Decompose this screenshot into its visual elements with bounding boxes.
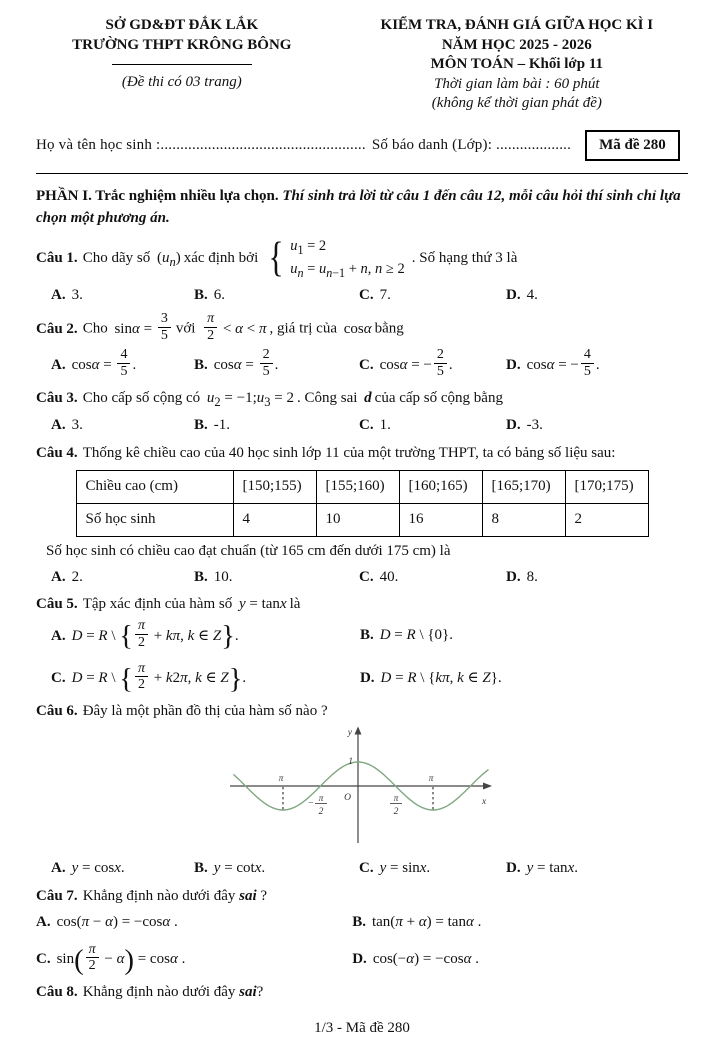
question-text: Cho cấp số cộng có — [82, 389, 201, 406]
x-tick-minus-pi-over-2-num: π — [318, 793, 324, 804]
options-grid — [36, 620, 688, 695]
math-expression: $u_2$ = $-1;u_3 = 2$ — [206, 389, 294, 409]
option-d: D. cos(−α) = −cosα . — [352, 950, 479, 967]
value-cell: 2 — [565, 504, 648, 537]
question-label: Câu 4. — [36, 444, 78, 461]
exam-code-box: Mã đề 280 — [585, 130, 680, 162]
equation-line-1: $u_1 = 2$ — [290, 237, 327, 257]
student-info-row — [36, 130, 688, 162]
option-a: A. 2. — [51, 568, 83, 585]
question-5 — [36, 594, 688, 694]
option-a: A. 3. — [51, 287, 83, 304]
question-label: Câu 5. — [36, 596, 78, 613]
exam-subject: MÔN TOÁN – Khối lớp 11 — [430, 56, 603, 72]
x-axis-arrow — [483, 782, 492, 789]
option-c: C. 40. — [359, 568, 399, 585]
option-value: 8. — [526, 568, 538, 585]
section-instruction: Thí sinh trả lời từ câu 1 đến câu 12, mỗi câu hỏi thí sinh chỉ lựa chọn một phương án. — [36, 188, 681, 226]
cosine-graph — [226, 725, 498, 847]
student-id-field — [372, 135, 571, 157]
option-value: 10. — [213, 568, 233, 585]
question-text: bằng — [374, 320, 404, 337]
equation-system — [266, 236, 408, 282]
option-value: 3. — [71, 287, 83, 304]
emphasis-word: sai — [239, 983, 257, 1000]
x-tick-minus-pi: π — [278, 773, 284, 784]
option-b: B. -1. — [194, 416, 231, 433]
option-b: B. cosα = $\frac{2}{5}$ . — [194, 347, 279, 380]
question-7 — [36, 886, 688, 976]
option-value: 7. — [379, 287, 391, 304]
header-cell: [165;170) — [482, 471, 565, 504]
question-text: . Công sai — [296, 389, 358, 406]
math-expression: cosα — [343, 320, 372, 337]
question-text: Cho dãy số — [82, 249, 151, 266]
y-axis-label: y — [347, 727, 352, 738]
option-value: D = R \ { $\frac{\pi}{2}$ + kπ, k ∈ Z}. — [71, 618, 239, 653]
value-cell: 8 — [482, 504, 565, 537]
option-value: D = R \ { $\frac{\pi}{2}$ + k2π, k ∈ Z}. — [71, 660, 247, 695]
option-d: D. 8. — [506, 568, 538, 585]
option-c: C. 1. — [359, 416, 391, 433]
question-label: Câu 6. — [36, 702, 78, 719]
option-value: cosα = $\frac{2}{5}$ . — [213, 347, 279, 380]
equation-line-2: $u_n = u_{n-1} + n$, n ≥ 2 — [290, 260, 405, 280]
emphasis-word: sai — [239, 888, 257, 905]
school-name: TRƯỜNG THPT KRÔNG BÔNG — [72, 36, 292, 53]
value-cell: 10 — [316, 504, 399, 537]
student-name-field — [36, 135, 366, 157]
origin-label: O — [344, 792, 351, 803]
option-b: B. tan(π + α) = tanα . — [352, 913, 482, 930]
question-text: Khẳng định nào dưới đây — [82, 983, 236, 1000]
table-value-row — [76, 504, 648, 537]
exam-header — [36, 16, 688, 114]
section-1-heading — [36, 186, 688, 230]
option-d: D. y = tanx. — [506, 860, 578, 877]
option-value: 40. — [379, 568, 399, 585]
question-4 — [36, 443, 688, 589]
option-value: cosα = − $\frac{2}{5}$ . — [379, 347, 453, 380]
option-value: y = cosx. — [71, 860, 125, 877]
header-divider — [36, 173, 688, 174]
graph-container — [36, 725, 688, 855]
department-name: SỞ GD&ĐT ĐẮK LẮK — [105, 17, 259, 33]
option-value: cosα = − $\frac{4}{5}$ . — [526, 347, 600, 380]
options-row — [36, 285, 688, 307]
option-value: -1. — [213, 416, 231, 433]
question-3 — [36, 388, 688, 437]
math-expression: d — [364, 389, 372, 406]
option-b: B. 10. — [194, 568, 233, 585]
option-value: cosα = $\frac{4}{5}$ . — [71, 347, 137, 380]
option-value: -3. — [526, 416, 543, 433]
exam-duration-note: (không kể thời gian phát đề) — [431, 95, 602, 111]
option-value: D = R \ {kπ, k ∈ Z}. — [380, 669, 502, 686]
value-cell: Số học sinh — [76, 504, 233, 537]
question-label: Câu 2. — [36, 320, 78, 337]
option-value: 3. — [71, 416, 83, 433]
height-stats-table — [76, 470, 649, 537]
question-label: Câu 3. — [36, 389, 78, 406]
exam-title-block — [328, 16, 688, 114]
question-5-text — [36, 594, 688, 616]
math-expression: y = tanx — [238, 596, 287, 613]
math-expression: $(u_n)$ — [156, 249, 181, 269]
options-row — [36, 415, 688, 437]
option-b: B. 6. — [194, 287, 226, 304]
option-c: C. sin( $\frac{\pi}{2}$ − α) = cosα . — [36, 941, 186, 976]
question-text: với — [175, 320, 196, 337]
question-label: Câu 1. — [36, 249, 78, 266]
question-1 — [36, 236, 688, 307]
question-text: Khẳng định nào dưới đây — [82, 888, 236, 905]
question-2-text — [36, 313, 688, 345]
header-cell: [160;165) — [399, 471, 482, 504]
school-block — [36, 16, 328, 114]
question-text: là — [289, 596, 301, 613]
header-cell: [155;160) — [316, 471, 399, 504]
y-tick-1: 1 — [348, 756, 353, 767]
question-text: ? — [256, 983, 264, 1000]
page-footer: 1/3 - Mã đề 280 — [314, 1019, 410, 1036]
option-value: cos(π − α) = −cosα . — [56, 913, 178, 930]
option-value: 6. — [213, 287, 226, 304]
option-a: A. cos(π − α) = −cosα . — [36, 913, 178, 930]
option-c: C. y = sinx. — [359, 860, 431, 877]
exam-title: KIỂM TRA, ĐÁNH GIÁ GIỮA HỌC KÌ I — [380, 17, 654, 33]
option-c: C. 7. — [359, 287, 391, 304]
options-row — [36, 858, 688, 880]
option-value: y = cotx. — [213, 860, 266, 877]
math-expression: $\frac{\pi}{2}$ < α < π — [202, 321, 266, 337]
option-value: sin( $\frac{\pi}{2}$ − α) = cosα . — [56, 941, 186, 976]
question-text: ? — [256, 888, 268, 905]
options-row — [36, 349, 688, 381]
question-label: Câu 8. — [36, 983, 78, 1000]
math-expression: sinα = $\frac{3}{5}$ — [114, 321, 172, 337]
question-text: của cấp số cộng bằng — [374, 389, 503, 406]
x-tick-pi: π — [428, 773, 434, 784]
question-text: Thống kê chiều cao của 40 học sinh lớp 11 của một trường THPT, ta có bảng số liệu sau: — [82, 444, 616, 461]
question-4-note: Số học sinh có chiều cao đạt chuẩn (từ 165 cm đến dưới 175 cm) là — [46, 542, 451, 559]
question-1-text — [36, 236, 688, 282]
value-cell: 4 — [233, 504, 316, 537]
student-name-label: Họ và tên học sinh : — [36, 136, 161, 153]
question-label: Câu 7. — [36, 888, 78, 905]
option-a: A. D = R \ { $\frac{\pi}{2}$ + kπ, k ∈ Z}. — [51, 618, 239, 653]
question-8 — [36, 982, 688, 1004]
option-value: 1. — [379, 416, 391, 433]
option-d: D. 4. — [506, 287, 538, 304]
option-d: D. D = R \ {kπ, k ∈ Z}. — [359, 669, 502, 686]
question-text: Cho — [82, 320, 108, 337]
x-axis-label: x — [482, 796, 487, 807]
x-tick-minus-pi-over-2-den: 2 — [318, 806, 324, 817]
student-name-dots: .................................................... — [160, 136, 366, 153]
question-text: . Số hạng thứ 3 là — [411, 249, 518, 266]
option-b: B. D = R \ {0}. — [359, 627, 454, 644]
option-a: A. cosα = $\frac{4}{5}$ . — [51, 347, 137, 380]
student-id-label: Số báo danh (Lớp): — [371, 136, 497, 153]
option-value: D = R \ {0}. — [379, 627, 454, 644]
header-cell: [170;175) — [565, 471, 648, 504]
question-text: , giá trị của — [269, 320, 337, 337]
x-tick-pi-over-2-den: 2 — [393, 806, 399, 817]
option-value: y = sinx. — [379, 860, 431, 877]
question-3-text — [36, 388, 688, 411]
options-row — [36, 567, 688, 589]
minus-sign: − — [307, 798, 314, 809]
option-value: tan(π + α) = tanα . — [371, 913, 482, 930]
option-d: D. -3. — [506, 416, 543, 433]
option-a: A. y = cosx. — [51, 860, 125, 877]
question-text: Tập xác định của hàm số — [82, 596, 233, 613]
option-value: 4. — [526, 287, 538, 304]
option-c: C. D = R \ { $\frac{\pi}{2}$ + k2π, k ∈ Z}. — [51, 660, 247, 695]
option-c: C. cosα = − $\frac{2}{5}$ . — [359, 347, 453, 380]
question-7-text — [36, 886, 688, 908]
option-b: B. y = cotx. — [194, 860, 266, 877]
y-axis-arrow — [355, 726, 362, 734]
question-4-text — [36, 443, 688, 465]
option-value: y = tanx. — [526, 860, 578, 877]
exam-duration: Thời gian làm bài : 60 phút — [434, 75, 600, 92]
value-cell: 16 — [399, 504, 482, 537]
header-cell: Chiều cao (cm) — [76, 471, 233, 504]
question-text: xác định bởi — [183, 249, 259, 266]
x-tick-pi-over-2-num: π — [393, 793, 399, 804]
option-a: A. 3. — [51, 416, 83, 433]
left-brace: { — [268, 234, 284, 281]
question-2 — [36, 313, 688, 382]
header-cell: [150;155) — [233, 471, 316, 504]
option-value: cos(−α) = −cosα . — [372, 950, 479, 967]
question-text: Đây là một phần đồ thị của hàm số nào ? — [82, 702, 328, 719]
pages-note: (Đề thi có 03 trang) — [121, 74, 242, 90]
table-header-row — [76, 471, 648, 504]
question-6 — [36, 701, 688, 880]
question-6-text — [36, 701, 688, 723]
school-divider — [112, 64, 252, 65]
option-value: 2. — [71, 568, 83, 585]
student-id-dots: ................... — [496, 136, 572, 153]
options-grid — [36, 912, 688, 976]
section-title: PHẦN I. Trắc nghiệm nhiều lựa chọn. — [36, 188, 279, 205]
option-d: D. cosα = − $\frac{4}{5}$ . — [506, 347, 600, 380]
question-8-text — [36, 982, 688, 1004]
exam-school-year: NĂM HỌC 2025 - 2026 — [441, 36, 592, 53]
